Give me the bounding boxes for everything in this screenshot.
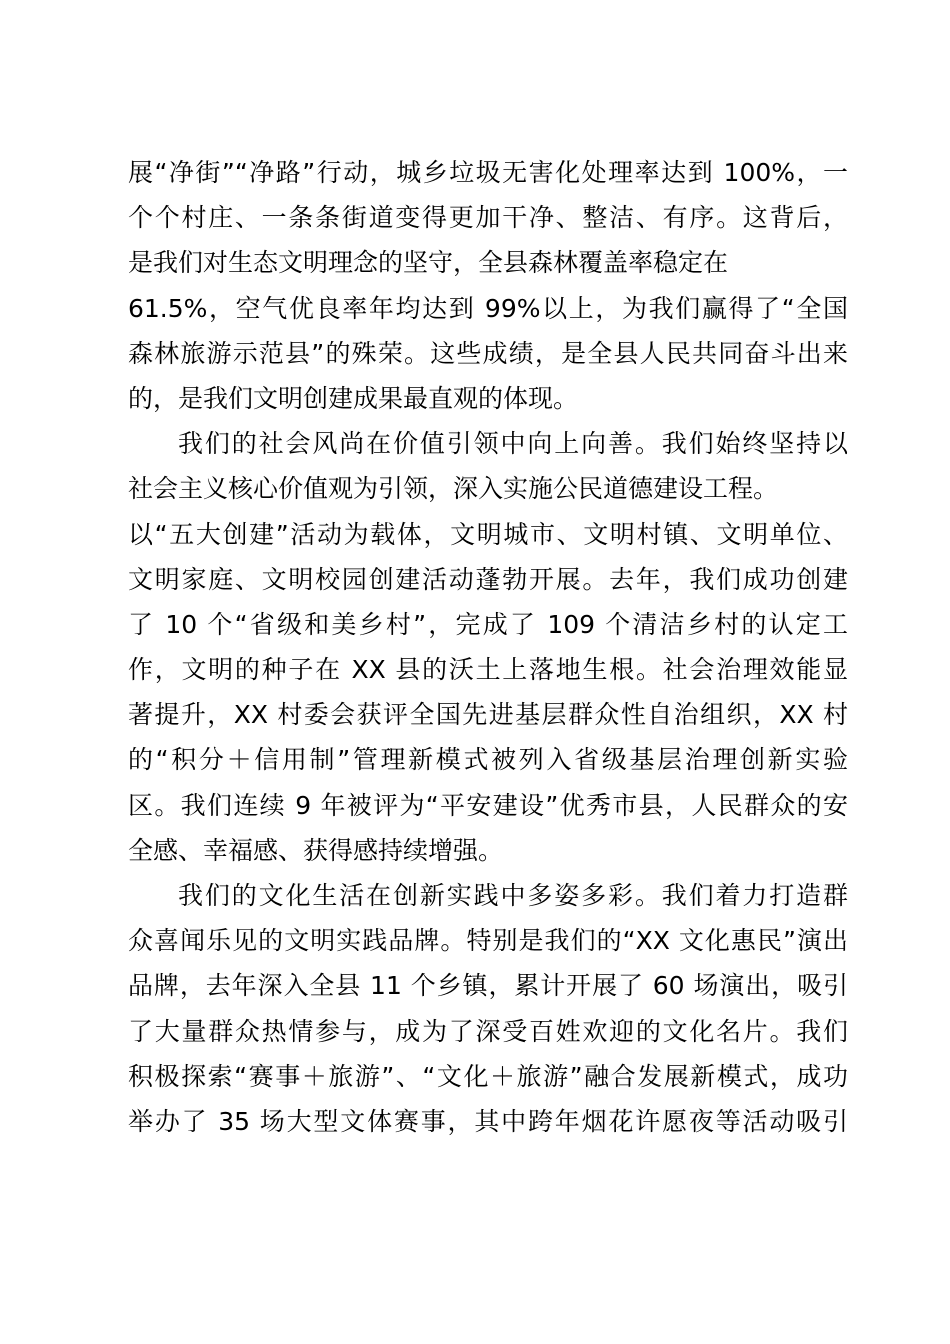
text-line: 积极探索“赛事＋旅游”、“文化＋旅游”融合发展新模式，成功 <box>128 1061 848 1091</box>
text-line: 61.5%，空气优良率年均达到 99%以上，为我们赢得了“全国 <box>128 293 848 323</box>
text-line: 社会主义核心价值观为引领，深入实施公民道德建设工程。 <box>128 474 779 504</box>
paragraph-first-line: 我们的文化生活在创新实践中多姿多彩。我们着力打造群 <box>178 881 848 910</box>
text-line: 区。我们连续 9 年被评为“平安建设”优秀市县，人民群众的安 <box>128 790 848 820</box>
text-line: 森林旅游示范县”的殊荣。这些成绩，是全县人民共同奋斗出来 <box>128 338 848 368</box>
text-line: 的“积分＋信用制”管理新模式被列入省级基层治理创新实验 <box>128 745 848 775</box>
text-line: 了大量群众热情参与，成为了深受百姓欢迎的文化名片。我们 <box>128 1016 848 1046</box>
text-line: 以“五大创建”活动为载体，文明城市、文明村镇、文明单位、 <box>128 519 848 549</box>
paragraph-first-line: 我们的社会风尚在价值引领中向上向善。我们始终坚持以 <box>178 429 848 459</box>
text-line: 展“净街”“净路”行动，城乡垃圾无害化处理率达到 100%，一 <box>128 158 848 187</box>
body-text <box>128 150 848 1144</box>
text-line: 的，是我们文明创建成果最直观的体现。 <box>128 383 579 413</box>
text-line: 举办了 35 场大型文体赛事，其中跨年烟花许愿夜等活动吸引 <box>128 1106 848 1136</box>
text-line: 全感、幸福感、获得感持续增强。 <box>128 835 504 865</box>
text-line: 个个村庄、一条条街道变得更加干净、整洁、有序。这背后， <box>128 203 848 233</box>
text-line: 了 10 个“省级和美乡村”，完成了 109 个清洁乡村的认定工 <box>128 609 848 639</box>
text-line: 文明家庭、文明校园创建活动蓬勃开展。去年，我们成功创建 <box>128 564 848 594</box>
text-line: 作，文明的种子在 XX 县的沃土上落地生根。社会治理效能显 <box>128 655 848 685</box>
text-line: 品牌，去年深入全县 11 个乡镇，累计开展了 60 场演出，吸引 <box>128 971 848 1001</box>
text-line: 是我们对生态文明理念的坚守，全县森林覆盖率稳定在 <box>128 248 729 278</box>
text-line: 著提升，XX 村委会获评全国先进基层群众性自治组织，XX 村 <box>128 700 848 730</box>
text-line: 众喜闻乐见的文明实践品牌。特别是我们的“XX 文化惠民”演出 <box>128 926 848 956</box>
